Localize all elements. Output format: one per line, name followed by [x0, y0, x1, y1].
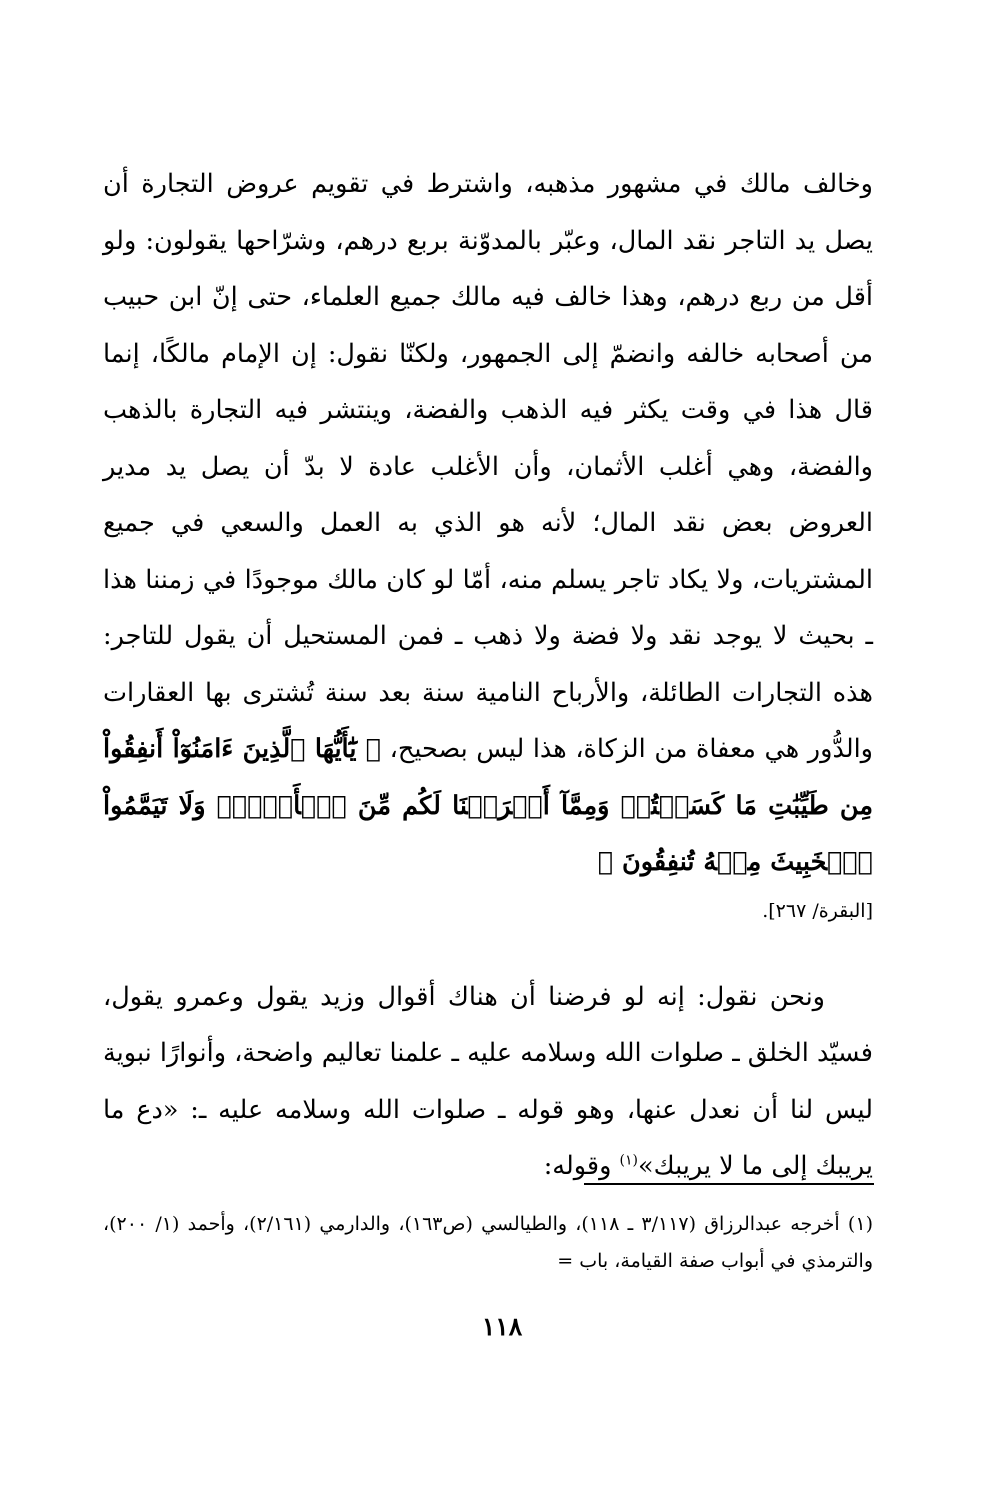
- footnote-separator: [584, 1183, 874, 1185]
- verse-citation: [البقرة/ ٢٦٧].: [762, 899, 873, 922]
- footnote: (١) أخرجه عبدالرزاق (٣/١١٧ ـ ١١٨)، والطيالسي (ص١٦٣)، والدارمي (٢/١٦١)، وأحمد (١/ ٢٠٠)، والترمذي في أبواب صفة القيامة، باب =: [103, 1213, 873, 1272]
- quran-verse: ﴿ يَٰٓأَيُّهَا ٱلَّذِينَ ءَامَنُوٓاْ أَنفِقُواْ مِن طَيِّبَٰتِ مَا كَسَبۡتُمۡ وَمِمَّآ أَخۡرَجۡنَا لَكُم مِّنَ ٱلۡأَرۡضِۖ وَلَا تَيَمَّمُواْ ٱلۡخَبِيثَ مِنۡهُ تُنفِقُونَ ﴾: [103, 734, 873, 877]
- paragraph-text: ونحن نقول: إنه لو فرضنا أن هناك أقوال وزيد يقول وعمرو يقول، فسيّد الخلق ـ صلوات الله وسلامه عليه ـ علمنا تعاليم واضحة، وأنوارًا نبوية ليس لنا أن نعدل عنها، وهو قوله ـ صلوات الله وسلامه عليه ـ: «دع ما يريبك إلى ما لا يريبك»: [103, 981, 873, 1181]
- paragraph-text-end: وقوله:: [543, 1151, 620, 1181]
- footnote-reference: (١): [619, 1152, 638, 1169]
- body-paragraph: [103, 969, 873, 1195]
- paragraph-text: وخالف مالك في مشهور مذهبه، واشترط في تقويم عروض التجارة أن يصل يد التاجر نقد المال، وعبّر بالمدوّنة بربع درهم، وشرّاحها يقولون: ولو أقل من ربع درهم، وهذا خالف فيه مالك جميع العلماء، حتى إنّ ابن حبيب من أصحابه خالفه وانضمّ إلى الجمهور، ولكنّا نقول: إن الإمام مالكًا، إنما قال هذا في وقت يكثر فيه الذهب والفضة، وينتشر فيه التجارة بالذهب والفضة، وهي أغلب الأثمان، وأن الأغلب عادة لا بدّ أن يصل يد مدير العروض بعض نقد المال؛ لأنه هو الذي به العمل والسعي في جميع المشتريات، ولا يكاد تاجر يسلم منه، أمّا لو كان مالك موجودًا في زمننا هذا ـ بحيث لا يوجد نقد ولا فضة ولا ذهب ـ فمن المستحيل أن يقول للتاجر: هذه التجارات الطائلة، والأرباح النامية سنة بعد سنة تُشترى بها العقارات والدُّور هي معفاة من الزكاة، هذا ليس بصحيح،: [103, 169, 873, 764]
- body-paragraph: [103, 156, 873, 891]
- page-number: ١١٨: [481, 1312, 523, 1341]
- main-text: [103, 156, 873, 1195]
